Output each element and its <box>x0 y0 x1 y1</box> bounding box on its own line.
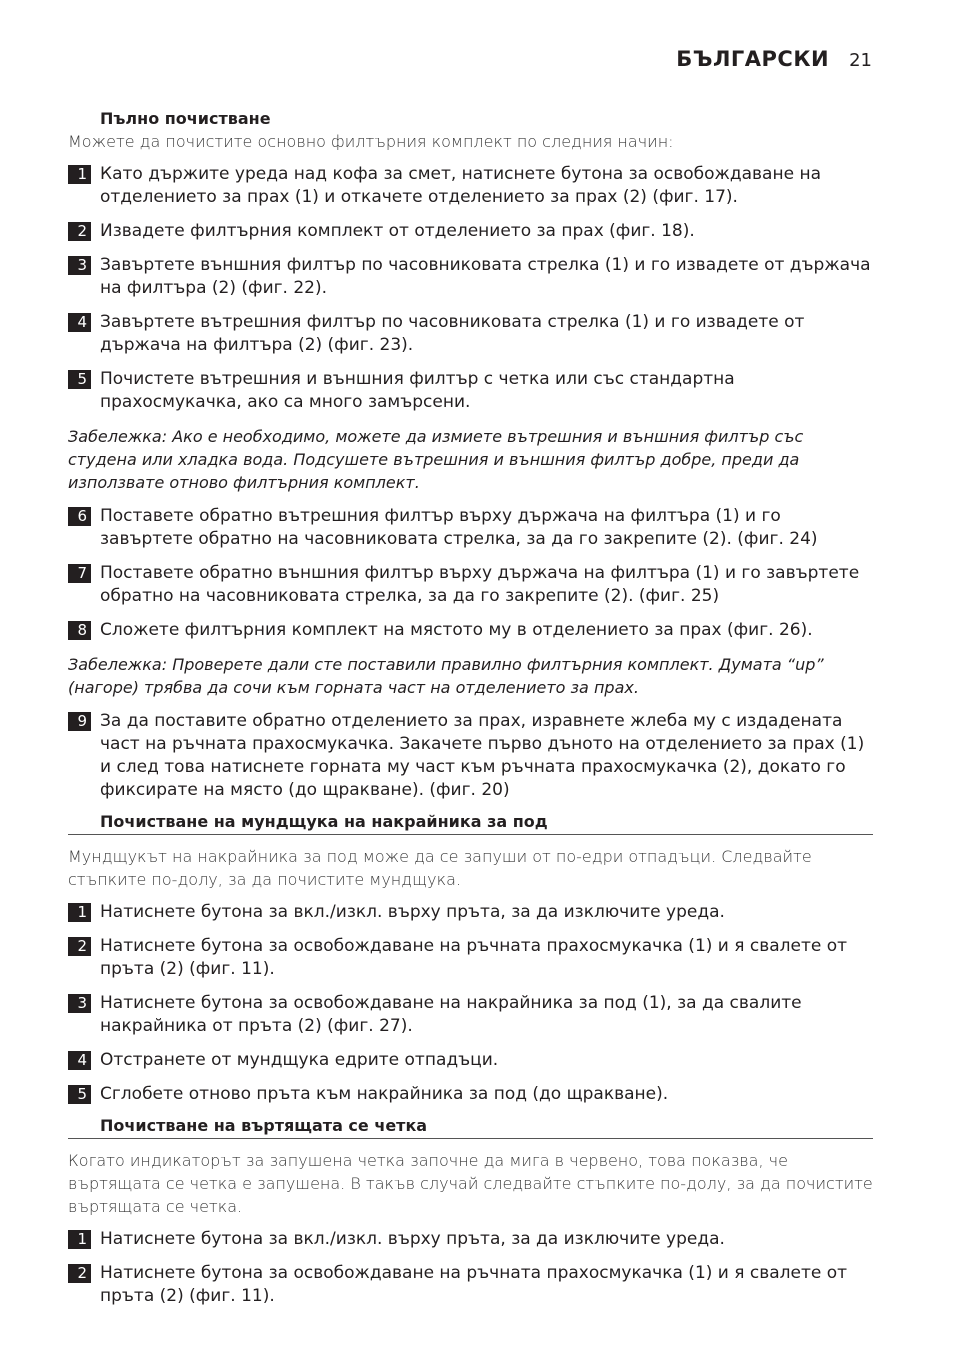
step-text: Натиснете бутона за вкл./изкл. върху пръта, за да изключите уреда. <box>100 1229 725 1249</box>
step-item <box>68 1083 873 1106</box>
note-text: Забележка: Проверете дали сте поставили правилно филтърния комплект. Думата “up” (нагоре) трябва да сочи към горната част на отделението за прах. <box>68 655 824 697</box>
step-item <box>68 710 873 802</box>
step-number: 7 <box>68 564 91 583</box>
step-text: Поставете обратно вътрешния филтър върху държача на филтъра (1) и го завъртете обратно на часовниковата стрелка, за да го закрепите (2). (фиг. 24) <box>100 506 818 549</box>
step-text: Натиснете бутона за освобождаване на ръчната прахосмукачка (1) и я свалете от пръта (2) (фиг. 11). <box>100 1263 848 1306</box>
step-number: 3 <box>68 994 91 1013</box>
step-text: Като държите уреда над кофа за смет, натиснете бутона за освобождаване на отделението за прах (1) и откачете отделението за прах (2) (фиг. 17). <box>100 164 821 207</box>
step-item <box>68 619 873 642</box>
step-item <box>68 163 873 209</box>
step-number: 1 <box>68 1230 91 1249</box>
step-number: 4 <box>68 1051 91 1070</box>
section-heading-nozzle-cleaning: Почистване на мундщука на накрайника за под <box>68 811 873 835</box>
step-text: За да поставите обратно отделението за прах, изравнете жлеба му с издадената част на ръчната прахосмукачка. Закачете първо дъното на отделението за прах (1) и след това натиснете горната му част към ръчната прахосмукачка (2), докато го фиксирате на място (до щракване). (фиг. 20) <box>100 711 865 800</box>
step-text: Натиснете бутона за освобождаване на ръчната прахосмукачка (1) и я свалете от пръта (2) (фиг. 11). <box>100 936 848 979</box>
step-item <box>68 992 873 1038</box>
step-number: 5 <box>68 1085 91 1104</box>
step-item <box>68 562 873 608</box>
step-text: Извадете филтърния комплект от отделението за прах (фиг. 18). <box>100 221 695 241</box>
step-number: 1 <box>68 903 91 922</box>
section-intro: Когато индикаторът за запушена четка започне да мига в червено, това показва, че въртящата се четка е запушена. В такъв случай следвайте стъпките по-долу, за да почистите въртящата се четка. <box>68 1151 873 1216</box>
page-header <box>676 47 872 71</box>
step-text: Отстранете от мундщука едрите отпадъци. <box>100 1050 499 1070</box>
section-intro: Можете да почистите основно филтърния комплект по следния начин: <box>68 132 674 151</box>
step-text: Натиснете бутона за освобождаване на накрайника за под (1), за да свалите накрайника от пръта (2) (фиг. 27). <box>100 993 802 1036</box>
step-number: 2 <box>68 937 91 956</box>
step-number: 9 <box>68 712 91 731</box>
step-item <box>68 1228 873 1251</box>
step-text: Почистете вътрешния и външния филтър с четка или със стандартна прахосмукачка, ако са много замърсени. <box>100 369 735 412</box>
step-text: Поставете обратно външния филтър върху държача на филтъра (1) и го завъртете обратно на часовниковата стрелка, за да го закрепите (2). (фиг. 25) <box>100 563 860 606</box>
step-number: 5 <box>68 370 91 389</box>
step-number: 4 <box>68 313 91 332</box>
step-item <box>68 1049 873 1072</box>
step-number: 3 <box>68 256 91 275</box>
note-text: Забележка: Ако е необходимо, можете да измиете вътрешния и външния филтър със студена или хладка вода. Подсушете вътрешния и външния филтър добре, преди да използвате отново филтърния комплект. <box>68 427 804 492</box>
step-text: Натиснете бутона за вкл./изкл. върху пръта, за да изключите уреда. <box>100 902 725 922</box>
step-number: 2 <box>68 1264 91 1283</box>
step-item <box>68 220 873 243</box>
section-heading-brush-cleaning: Почистване на въртящата се четка <box>68 1115 873 1139</box>
step-item <box>68 1262 873 1308</box>
step-number: 2 <box>68 222 91 241</box>
step-item <box>68 368 873 414</box>
step-number: 8 <box>68 621 91 640</box>
section-heading-full-cleaning: Пълно почистване <box>100 109 271 128</box>
step-text: Завъртете външния филтър по часовниковата стрелка (1) и го извадете от държача на филтъра (2) (фиг. 22). <box>100 255 871 298</box>
step-text: Сглобете отново пръта към накрайника за под (до щракване). <box>100 1084 669 1104</box>
page-number: 21 <box>849 50 872 71</box>
step-number: 6 <box>68 507 91 526</box>
step-item <box>68 311 873 357</box>
language-label: БЪЛГАРСКИ <box>676 47 830 71</box>
step-item <box>68 254 873 300</box>
step-item <box>68 505 873 551</box>
step-item <box>68 935 873 981</box>
section-intro: Мундщукът на накрайника за под може да се запуши от по-едри отпадъци. Следвайте стъпките по-долу, за да почистите мундщука. <box>68 847 812 889</box>
step-number: 1 <box>68 165 91 184</box>
step-item <box>68 901 873 924</box>
step-text: Сложете филтърния комплект на мястото му в отделението за прах (фиг. 26). <box>100 620 813 640</box>
page-content <box>68 108 873 1308</box>
step-text: Завъртете вътрешния филтър по часовниковата стрелка (1) и го извадете от държача на филтъра (2) (фиг. 23). <box>100 312 805 355</box>
